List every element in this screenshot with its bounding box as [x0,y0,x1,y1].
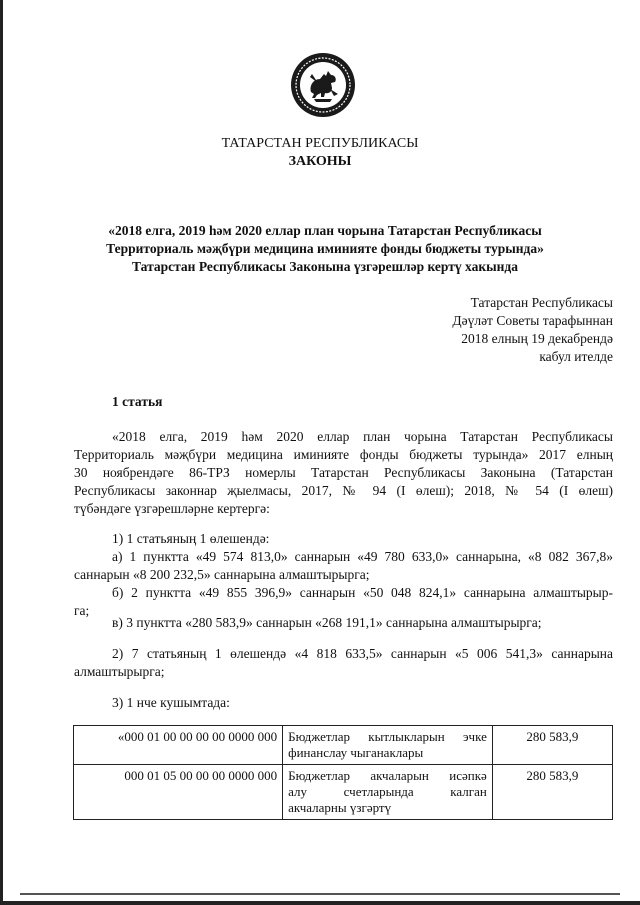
item-3: 3) 1 нче кушымтада: [112,695,230,710]
adoption-line-4: кабул ителде [539,349,613,364]
table-row [74,765,613,820]
item-2-line-1: 2) 7 статьяның 1 өлешендә «4 818 633,5» саннарын «5 006 541,3» саннарына [112,646,613,661]
article-heading: 1 статья [112,394,163,409]
item-1b-line-2: га; [74,603,90,618]
item-1c: в) 3 пунктта «280 583,9» саннарын «268 191,1» саннарына алмаштырырга; [112,615,542,630]
table-cell-name [283,765,493,820]
budget-table [73,725,613,820]
intro-line-3: 30 ноябрендәге 86-ТРЗ номерлы Татарстан Республикасы Законына (Татарстан [74,465,613,480]
adoption-line-3: 2018 елның 19 декабрендә [461,331,613,346]
document-type: ЗАКОНЫ [288,154,352,169]
table-cell-amount: 280 583,9 [492,726,612,765]
item-1a-line-1: а) 1 пунктта «49 574 813,0» саннарын «49 780 633,0» саннарына, «8 082 367,8» [112,549,613,564]
table-cell-name-line: Бюджетлар акчаларын исәпкә [288,768,487,783]
law-title-line-1: «2018 елга, 2019 һәм 2020 еллар план чорына Татарстан Республикасы [108,223,542,238]
item-1b-line-1: б) 2 пунктта «49 855 396,9» саннарын «50 048 824,1» саннарына алмаштырыр- [112,585,613,600]
intro-line-4: Республикасы законнар җыелмасы, 2017, № 94 (I өлеш); 2018, № 54 (I өлеш) [74,483,613,498]
table-cell-name-line: финанслау чыганаклары [288,745,424,760]
republic-name: ТАТАРСТАН РЕСПУБЛИКАСЫ [221,136,419,151]
table-cell-name-line: Бюджетлар кытлыкларын эчке [288,729,487,744]
item-1a-line-2: саннарын «8 200 232,5» саннарына алмаштырырга; [74,567,370,582]
scan-edge-bottom-inner [20,893,620,895]
table-cell-code: 000 01 05 00 00 00 0000 000 [74,765,283,820]
table-cell-amount: 280 583,9 [492,765,612,820]
law-title-line-2: Территориаль мәҗбүри медицина иминияте фонды бюджеты турында» [106,241,544,256]
adoption-line-1: Татарстан Республикасы [470,295,613,310]
table-cell-name [283,726,493,765]
table-cell-code: «000 01 00 00 00 00 0000 000 [74,726,283,765]
item-2-line-2: алмаштырырга; [74,664,165,679]
intro-line-1: «2018 елга, 2019 һәм 2020 еллар план чорына Татарстан Республикасы [112,429,613,444]
scan-edge-bottom [0,901,640,905]
table-cell-name-line: акчаларны үзгәртү [288,800,392,815]
intro-line-5: түбәндәге үзгәрешләрне кертергә: [74,501,270,516]
table-row [74,726,613,765]
law-title-line-3: Татарстан Республикасы Законына үзгәрешләр кертү хакында [132,259,518,274]
intro-line-2: Территориаль мәҗбүри медицина иминияте фонды бюджеты турында» 2017 елның [74,447,613,462]
coat-of-arms-emblem [290,52,356,118]
item-1-heading: 1) 1 статьяның 1 өлешендә: [112,531,270,546]
table-cell-name-line: алу счетларында калган [288,784,487,799]
adoption-line-2: Дәүләт Советы тарафыннан [452,313,613,328]
